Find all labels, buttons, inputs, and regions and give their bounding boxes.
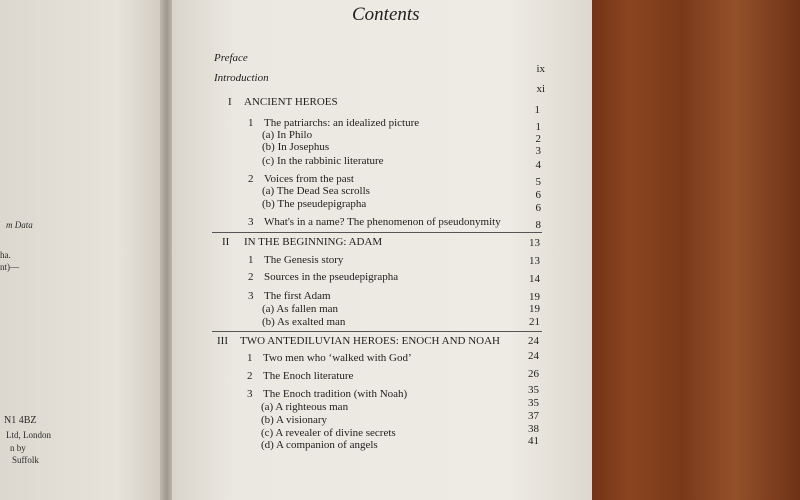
toc-subsection: (d) A companion of angels	[261, 439, 378, 451]
toc-subsection: (a) A righteous man	[261, 401, 349, 413]
toc-page-number: 8	[535, 219, 541, 231]
toc-front-title: Preface	[214, 52, 248, 64]
toc-page-number: 24	[528, 350, 539, 362]
toc-page-number: 38	[528, 423, 539, 435]
toc-section-number: 1	[247, 352, 253, 364]
toc-section-number: 2	[247, 370, 253, 382]
wooden-table	[585, 0, 800, 500]
toc-page-number: 26	[528, 368, 539, 380]
toc-page-number: 6	[535, 202, 541, 214]
toc-page-number: 1	[534, 104, 540, 116]
toc-section-number: 3	[248, 290, 254, 302]
toc-page-number: 2	[535, 133, 541, 145]
left-page-fragment: nt)—	[0, 262, 19, 272]
toc-front-title: Introduction	[214, 72, 269, 84]
toc-subsection: (b) In Josephus	[262, 141, 330, 153]
toc-section-number: 3	[247, 388, 253, 400]
toc-chapter-title: IN THE BEGINNING: ADAM	[244, 236, 383, 248]
toc-page-number: 19	[529, 303, 540, 315]
toc-page-number: 21	[529, 316, 540, 328]
toc-section-title: What's in a name? The phenomenon of pseudonymity	[264, 216, 501, 228]
toc-subsection: (a) In Philo	[262, 129, 313, 141]
toc-chapter-title: TWO ANTEDILUVIAN HEROES: ENOCH AND NOAH	[240, 335, 501, 347]
toc-page-number: 3	[535, 145, 541, 157]
toc-page-number: 4	[535, 159, 541, 171]
toc-section-number: 3	[248, 216, 254, 228]
toc-subsection: (b) A visionary	[261, 414, 327, 426]
toc-page-number: 6	[535, 189, 541, 201]
toc-section-number: 2	[248, 271, 254, 283]
toc-page-number: 13	[529, 255, 540, 267]
chapter-divider	[212, 232, 542, 233]
toc-page-number: 35	[528, 397, 539, 409]
toc-subsection: (b) As exalted man	[262, 316, 346, 328]
toc-section-title: The first Adam	[264, 290, 331, 302]
left-page-fragment: n by	[10, 443, 26, 453]
toc-chapter-number: III	[217, 335, 228, 347]
left-page	[0, 0, 168, 500]
left-page-fragment: Suffolk	[12, 455, 39, 465]
toc-section-title: Voices from the past	[264, 173, 354, 185]
toc-page-number: 5	[535, 176, 541, 188]
toc-chapter-number: II	[222, 236, 230, 248]
toc-page-number: 14	[529, 273, 540, 285]
toc-section-title: The Enoch tradition (with Noah)	[263, 388, 408, 400]
toc-section-number: 2	[248, 173, 254, 185]
toc-subsection: (a) The Dead Sea scrolls	[262, 185, 370, 197]
toc-subsection: (c) In the rabbinic literature	[262, 155, 384, 167]
toc-page-number: 13	[529, 237, 540, 249]
toc-page-number: 35	[528, 384, 539, 396]
toc-chapter-title: ANCIENT HEROES	[244, 96, 338, 108]
toc-page-number: 24	[528, 335, 539, 347]
toc-section-number: 1	[248, 254, 254, 266]
toc-section-title: The patriarchs: an idealized picture	[264, 117, 420, 129]
toc-page-number: xi	[536, 83, 545, 95]
toc-chapter-number: I	[228, 96, 232, 108]
toc-subsection: (c) A revealer of divine secrets	[261, 427, 396, 439]
toc-page-number: ix	[536, 63, 545, 75]
left-page-fragment: ha.	[0, 250, 11, 260]
toc-page-number: 19	[529, 291, 540, 303]
toc-subsection: (b) The pseudepigrapha	[262, 198, 367, 210]
toc-section-number: 1	[248, 117, 254, 129]
toc-section-title: Two men who ‘walked with God’	[263, 352, 412, 364]
toc-subsection: (a) As fallen man	[262, 303, 339, 315]
toc-section-title: Sources in the pseudepigrapha	[264, 271, 399, 283]
left-page-fragment: N1 4BZ	[4, 415, 37, 426]
toc-section-title: The Enoch literature	[263, 370, 354, 382]
contents-heading: Contents	[352, 4, 420, 25]
toc-page-number: 37	[528, 410, 539, 422]
toc-page-number: 1	[535, 121, 541, 133]
left-page-fragment: Ltd, London	[6, 430, 51, 440]
left-page-fragment: m Data	[6, 220, 33, 230]
chapter-divider	[212, 331, 542, 332]
toc-page-number: 41	[528, 435, 539, 447]
toc-section-title: The Genesis story	[264, 254, 344, 266]
